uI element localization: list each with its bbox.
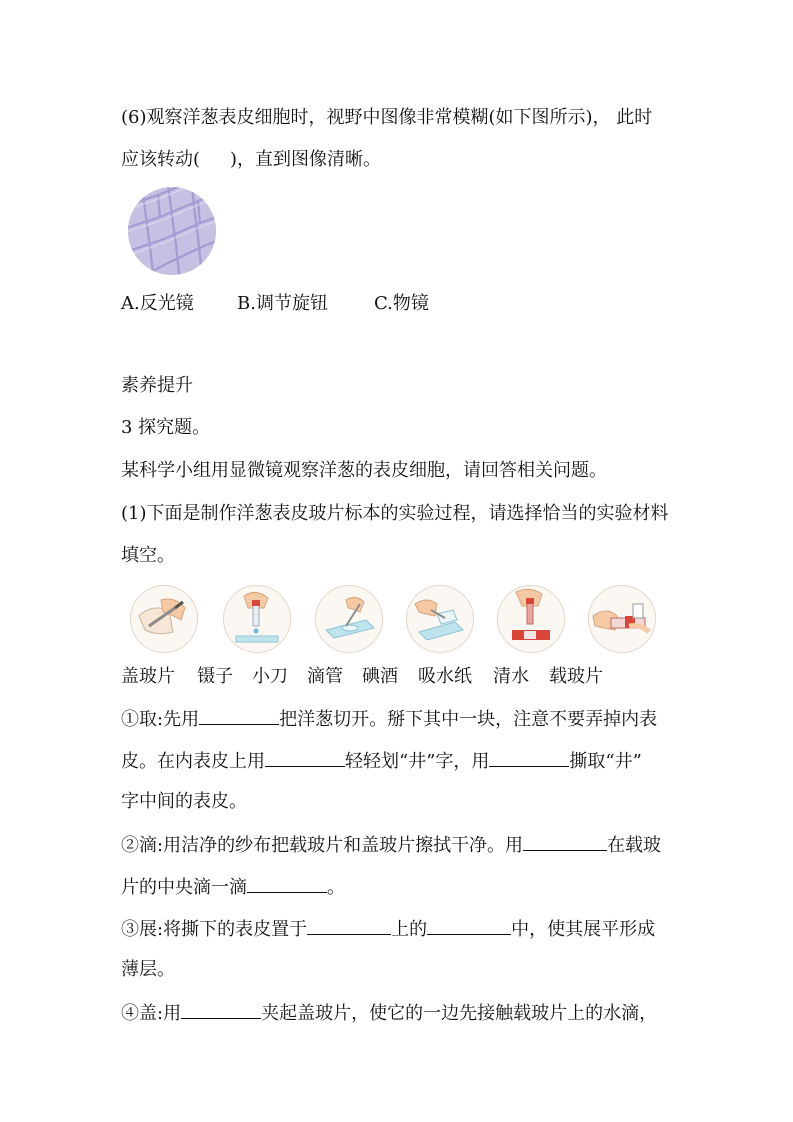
fill-blank (427, 916, 511, 935)
option-c: C.物镜 (374, 293, 429, 314)
step-4-prefix: ④盖:用 (121, 1003, 182, 1024)
fill-blank (489, 748, 569, 767)
step-illustration-spread (315, 585, 383, 653)
step-1-text-2: 皮。在内表皮上用 (121, 751, 265, 772)
step-4-line-1 (121, 1000, 657, 1026)
question-6-line-2 (121, 148, 381, 172)
step-illustration-drop (223, 585, 291, 653)
step-1-prefix: ①取:先用 (121, 709, 200, 730)
fill-blank (247, 874, 327, 893)
section-heading: 素养提升 (121, 375, 193, 396)
step-2-line-2 (121, 874, 345, 900)
onion-cells-drawing (128, 187, 216, 275)
material-iodine: 碘酒 (362, 666, 398, 687)
question-6-suffix: )，直到图像清晰。 (230, 149, 382, 170)
step-2-text: 在载玻 (607, 835, 662, 856)
step-2-text-2: 片的中央滴一滴 (121, 877, 247, 898)
step-2-line-1 (121, 832, 661, 858)
fill-blank (199, 706, 279, 725)
step-3-text: 上的 (391, 919, 428, 940)
step-1-line-3: 字中间的表皮。 (121, 791, 247, 812)
fill-blank (265, 748, 345, 767)
question-3-title: 3 探究题。 (121, 417, 211, 438)
material-blotting-paper: 吸水纸 (418, 666, 472, 687)
step-3-prefix: ③展:将撕下的表皮置于 (121, 919, 308, 940)
sub-question-1-line-1: (1)下面是制作洋葱表皮玻片标本的实验过程，请选择恰当的实验材料 (121, 503, 669, 524)
material-tweezers: 镊子 (197, 666, 233, 687)
blurry-cell-image (128, 187, 216, 275)
step-2-text-3: 。 (327, 877, 345, 898)
step-illustration-cut (130, 585, 198, 653)
step-illustration-absorb (588, 585, 656, 653)
step-3-text-2: 中，使其展平形成 (511, 919, 656, 940)
step-3-line-2: 薄层。 (121, 959, 175, 980)
material-slide: 载玻片 (549, 666, 603, 687)
step-4-text: 夹起盖玻片，使它的一边先接触载玻片上的水滴， (261, 1003, 658, 1024)
fill-blank (523, 832, 607, 851)
step-1-line-2 (121, 748, 642, 774)
fill-blank (181, 1000, 261, 1019)
question-6-prefix: 应该转动( (121, 149, 201, 170)
option-b: B.调节旋钮 (237, 293, 328, 314)
sub-question-1-line-2: 填空。 (121, 545, 175, 566)
question-3-intro: 某科学小组用显微镜观察洋葱的表皮细胞，请回答相关问题。 (121, 460, 607, 481)
step-illustration-stain (497, 585, 565, 653)
step-illustration-cover (406, 585, 474, 653)
step-1-line-1 (121, 706, 657, 732)
step-2-prefix: ②滴:用洁净的纱布把载玻片和盖玻片擦拭干净。用 (121, 835, 524, 856)
step-1-text-4: 撕取“井” (569, 751, 642, 772)
question-6-line-1: (6)观察洋葱表皮细胞时，视野中图像非常模糊(如下图所示)， 此时 (121, 107, 653, 128)
material-knife: 小刀 (252, 666, 288, 687)
option-a: A.反光镜 (121, 293, 194, 314)
material-dropper: 滴管 (307, 666, 343, 687)
step-3-line-1 (121, 916, 655, 942)
fill-blank (307, 916, 391, 935)
step-1-text-3: 轻轻划“井”字，用 (345, 751, 490, 772)
step-1-text: 把洋葱切开。掰下其中一块，注意不要弄掉内表 (279, 709, 658, 730)
material-water: 清水 (493, 666, 529, 687)
material-cover-slip: 盖玻片 (121, 666, 175, 687)
